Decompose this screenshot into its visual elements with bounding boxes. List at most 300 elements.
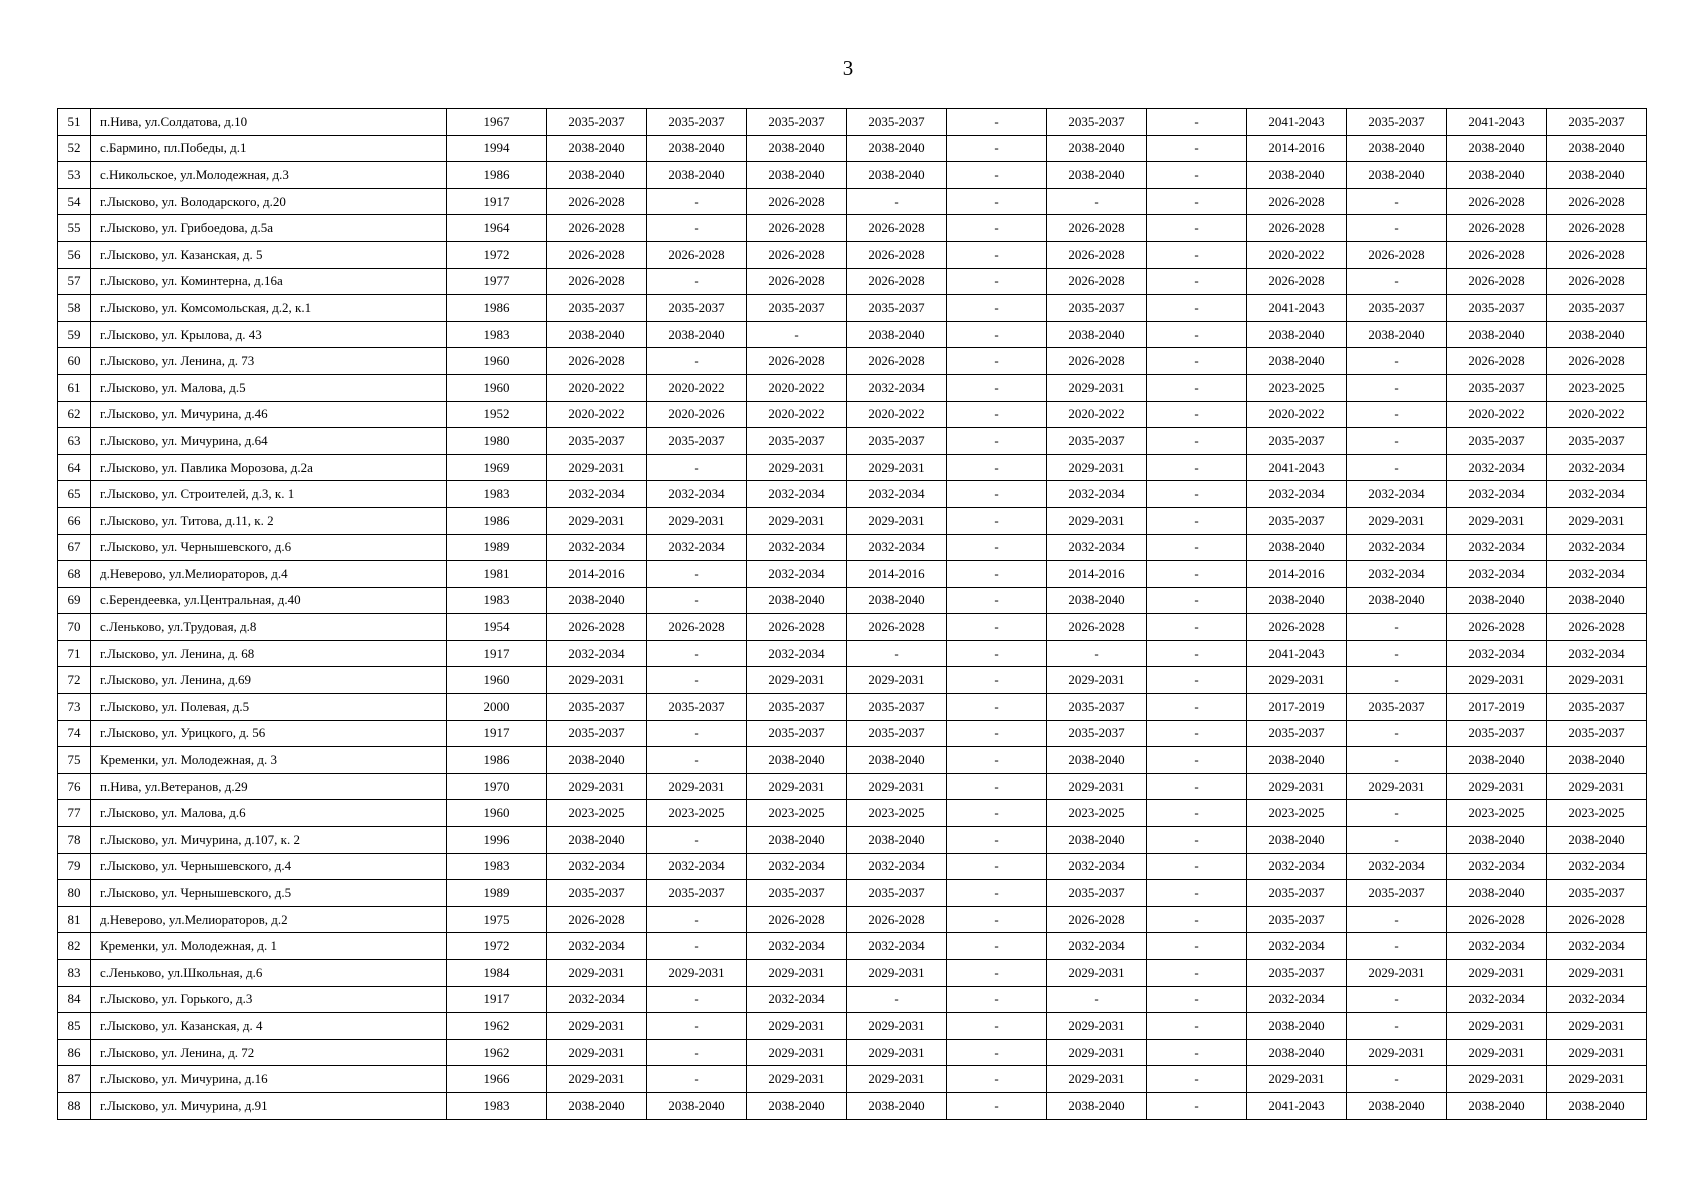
table-row: [58, 1092, 1647, 1119]
year-built-cell: 1975: [447, 906, 547, 933]
address-cell: г.Лысково, ул. Володарского, д.20: [91, 188, 447, 215]
period-cell: 2038-2040: [1247, 1039, 1347, 1066]
period-cell: 2026-2028: [1547, 188, 1647, 215]
period-cell: 2035-2037: [847, 694, 947, 721]
address-cell: д.Неверово, ул.Мелиораторов, д.4: [91, 561, 447, 588]
row-number-cell: 82: [58, 933, 91, 960]
period-cell: 2032-2034: [547, 640, 647, 667]
address-cell: с.Леньково, ул.Трудовая, д.8: [91, 614, 447, 641]
period-cell: 2038-2040: [847, 827, 947, 854]
period-cell: 2038-2040: [747, 747, 847, 774]
period-cell: 2035-2037: [847, 428, 947, 455]
period-cell: 2023-2025: [547, 800, 647, 827]
period-cell: 2029-2031: [1547, 1039, 1647, 1066]
address-cell: п.Нива, ул.Солдатова, д.10: [91, 109, 447, 136]
period-cell: -: [947, 188, 1047, 215]
period-cell: 2038-2040: [647, 321, 747, 348]
address-cell: г.Лысково, ул. Полевая, д.5: [91, 694, 447, 721]
year-built-cell: 1966: [447, 1066, 547, 1093]
row-number-cell: 78: [58, 827, 91, 854]
period-cell: 2029-2031: [1047, 1066, 1147, 1093]
period-cell: 2029-2031: [1047, 773, 1147, 800]
period-cell: -: [647, 268, 747, 295]
period-cell: 2038-2040: [1547, 1092, 1647, 1119]
period-cell: 2026-2028: [747, 241, 847, 268]
address-cell: г.Лысково, ул. Ленина, д.69: [91, 667, 447, 694]
period-cell: 2038-2040: [847, 162, 947, 189]
period-cell: -: [647, 640, 747, 667]
period-cell: -: [1147, 800, 1247, 827]
table-row: [58, 853, 1647, 880]
period-cell: 2038-2040: [1247, 162, 1347, 189]
year-built-cell: 1983: [447, 853, 547, 880]
table-row: [58, 880, 1647, 907]
period-cell: 2035-2037: [747, 428, 847, 455]
table-row: [58, 561, 1647, 588]
period-cell: -: [947, 853, 1047, 880]
period-cell: -: [947, 906, 1047, 933]
table-row: [58, 800, 1647, 827]
period-cell: 2032-2034: [1447, 640, 1547, 667]
period-cell: 2029-2031: [1447, 1039, 1547, 1066]
period-cell: 2038-2040: [547, 827, 647, 854]
period-cell: 2035-2037: [547, 880, 647, 907]
period-cell: 2032-2034: [647, 481, 747, 508]
page-number: 3: [842, 56, 854, 80]
period-cell: 2026-2028: [1447, 188, 1547, 215]
period-cell: 2038-2040: [1447, 321, 1547, 348]
address-cell: г.Лысково, ул. Мичурина, д.64: [91, 428, 447, 455]
period-cell: 2038-2040: [1047, 827, 1147, 854]
year-built-cell: 1983: [447, 587, 547, 614]
period-cell: 2020-2022: [1047, 401, 1147, 428]
period-cell: 2029-2031: [1047, 960, 1147, 987]
table-row: [58, 640, 1647, 667]
period-cell: 2026-2028: [1447, 348, 1547, 375]
period-cell: -: [647, 561, 747, 588]
period-cell: 2035-2037: [547, 720, 647, 747]
period-cell: -: [647, 933, 747, 960]
address-cell: г.Лысково, ул. Малова, д.5: [91, 374, 447, 401]
period-cell: 2029-2031: [647, 773, 747, 800]
period-cell: 2038-2040: [1347, 1092, 1447, 1119]
period-cell: 2035-2037: [1047, 295, 1147, 322]
period-cell: 2035-2037: [747, 694, 847, 721]
period-cell: -: [947, 481, 1047, 508]
period-cell: 2023-2025: [647, 800, 747, 827]
period-cell: 2026-2028: [847, 348, 947, 375]
period-cell: -: [1147, 614, 1247, 641]
period-cell: 2038-2040: [747, 827, 847, 854]
period-cell: -: [1147, 534, 1247, 561]
period-cell: 2029-2031: [647, 960, 747, 987]
period-cell: 2032-2034: [847, 933, 947, 960]
period-cell: 2035-2037: [747, 720, 847, 747]
address-cell: г.Лысково, ул. Мичурина, д.107, к. 2: [91, 827, 447, 854]
table-row: [58, 268, 1647, 295]
period-cell: 2035-2037: [1247, 880, 1347, 907]
year-built-cell: 1977: [447, 268, 547, 295]
period-cell: 2029-2031: [747, 507, 847, 534]
row-number-cell: 65: [58, 481, 91, 508]
period-cell: 2023-2025: [1547, 374, 1647, 401]
period-cell: 2023-2025: [847, 800, 947, 827]
period-cell: 2032-2034: [647, 853, 747, 880]
period-cell: -: [647, 454, 747, 481]
period-cell: 2020-2022: [647, 374, 747, 401]
period-cell: 2026-2028: [747, 188, 847, 215]
period-cell: -: [947, 827, 1047, 854]
period-cell: -: [847, 188, 947, 215]
period-cell: 2026-2028: [1047, 906, 1147, 933]
period-cell: -: [947, 374, 1047, 401]
period-cell: 2014-2016: [1247, 561, 1347, 588]
period-cell: 2029-2031: [747, 1039, 847, 1066]
period-cell: 2038-2040: [547, 162, 647, 189]
period-cell: 2038-2040: [747, 162, 847, 189]
period-cell: -: [1147, 454, 1247, 481]
period-cell: -: [847, 986, 947, 1013]
period-cell: 2041-2043: [1247, 454, 1347, 481]
table-row: [58, 667, 1647, 694]
period-cell: 2038-2040: [547, 587, 647, 614]
period-cell: 2029-2031: [1547, 1066, 1647, 1093]
address-cell: с.Леньково, ул.Школьная, д.6: [91, 960, 447, 987]
table-row: [58, 109, 1647, 136]
period-cell: 2032-2034: [1547, 640, 1647, 667]
year-built-cell: 1917: [447, 720, 547, 747]
period-cell: -: [1147, 215, 1247, 242]
period-cell: 2032-2034: [1547, 853, 1647, 880]
period-cell: 2026-2028: [1547, 215, 1647, 242]
period-cell: -: [647, 827, 747, 854]
period-cell: 2029-2031: [747, 1013, 847, 1040]
address-cell: п.Нива, ул.Ветеранов, д.29: [91, 773, 447, 800]
row-number-cell: 71: [58, 640, 91, 667]
period-cell: -: [947, 162, 1047, 189]
period-cell: -: [1347, 348, 1447, 375]
period-cell: 2032-2034: [1347, 561, 1447, 588]
table-row: [58, 321, 1647, 348]
period-cell: 2026-2028: [1047, 241, 1147, 268]
period-cell: -: [647, 1039, 747, 1066]
table-row: [58, 507, 1647, 534]
period-cell: -: [1147, 827, 1247, 854]
period-cell: 2029-2031: [1447, 1013, 1547, 1040]
address-cell: д.Неверово, ул.Мелиораторов, д.2: [91, 906, 447, 933]
year-built-cell: 1954: [447, 614, 547, 641]
period-cell: -: [1347, 454, 1447, 481]
period-cell: 2026-2028: [1047, 215, 1147, 242]
period-cell: 2038-2040: [547, 1092, 647, 1119]
row-number-cell: 58: [58, 295, 91, 322]
period-cell: 2032-2034: [747, 640, 847, 667]
period-cell: 2026-2028: [547, 268, 647, 295]
address-cell: с.Берендеевка, ул.Центральная, д.40: [91, 587, 447, 614]
period-cell: 2023-2025: [1047, 800, 1147, 827]
period-cell: 2029-2031: [547, 454, 647, 481]
period-cell: 2038-2040: [1247, 747, 1347, 774]
period-cell: 2035-2037: [1047, 720, 1147, 747]
period-cell: -: [947, 1013, 1047, 1040]
period-cell: 2026-2028: [1447, 215, 1547, 242]
period-cell: 2014-2016: [847, 561, 947, 588]
period-cell: 2020-2022: [747, 374, 847, 401]
period-cell: 2029-2031: [847, 454, 947, 481]
period-cell: -: [947, 694, 1047, 721]
period-cell: -: [1047, 640, 1147, 667]
period-cell: -: [1147, 428, 1247, 455]
address-cell: г.Лысково, ул. Малова, д.6: [91, 800, 447, 827]
period-cell: 2026-2028: [1547, 268, 1647, 295]
period-cell: 2035-2037: [1347, 295, 1447, 322]
period-cell: 2029-2031: [1247, 1066, 1347, 1093]
period-cell: 2038-2040: [1547, 587, 1647, 614]
period-cell: -: [647, 747, 747, 774]
period-cell: 2029-2031: [847, 507, 947, 534]
period-cell: 2029-2031: [847, 1013, 947, 1040]
row-number-cell: 88: [58, 1092, 91, 1119]
period-cell: -: [647, 348, 747, 375]
period-cell: 2035-2037: [1247, 428, 1347, 455]
period-cell: 2029-2031: [1047, 374, 1147, 401]
period-cell: 2029-2031: [847, 1066, 947, 1093]
year-built-cell: 1986: [447, 747, 547, 774]
period-cell: 2032-2034: [847, 534, 947, 561]
period-cell: -: [1347, 215, 1447, 242]
period-cell: 2026-2028: [547, 614, 647, 641]
period-cell: 2014-2016: [1047, 561, 1147, 588]
period-cell: 2026-2028: [1547, 906, 1647, 933]
period-cell: -: [1147, 295, 1247, 322]
period-cell: 2020-2022: [1247, 241, 1347, 268]
address-cell: г.Лысково, ул. Чернышевского, д.5: [91, 880, 447, 907]
period-cell: 2026-2028: [1447, 614, 1547, 641]
period-cell: 2038-2040: [847, 1092, 947, 1119]
period-cell: 2032-2034: [1047, 481, 1147, 508]
period-cell: 2032-2034: [1547, 454, 1647, 481]
period-cell: 2014-2016: [1247, 135, 1347, 162]
row-number-cell: 87: [58, 1066, 91, 1093]
period-cell: -: [947, 1092, 1047, 1119]
period-cell: -: [947, 401, 1047, 428]
period-cell: -: [947, 640, 1047, 667]
table-row: [58, 747, 1647, 774]
row-number-cell: 62: [58, 401, 91, 428]
period-cell: 2023-2025: [1247, 374, 1347, 401]
period-cell: 2032-2034: [747, 853, 847, 880]
period-cell: -: [947, 773, 1047, 800]
row-number-cell: 70: [58, 614, 91, 641]
period-cell: 2038-2040: [1047, 162, 1147, 189]
period-cell: 2032-2034: [1447, 986, 1547, 1013]
period-cell: 2038-2040: [847, 747, 947, 774]
period-cell: 2029-2031: [547, 1013, 647, 1040]
period-cell: -: [1347, 747, 1447, 774]
table-row: [58, 614, 1647, 641]
period-cell: 2035-2037: [1447, 295, 1547, 322]
period-cell: -: [947, 454, 1047, 481]
period-cell: 2026-2028: [1447, 906, 1547, 933]
period-cell: 2032-2034: [1447, 853, 1547, 880]
period-cell: 2029-2031: [847, 667, 947, 694]
period-cell: 2038-2040: [1247, 1013, 1347, 1040]
period-cell: 2032-2034: [1247, 986, 1347, 1013]
period-cell: 2035-2037: [747, 295, 847, 322]
year-built-cell: 2000: [447, 694, 547, 721]
table-row: [58, 933, 1647, 960]
period-cell: -: [1147, 1066, 1247, 1093]
table-row: [58, 694, 1647, 721]
period-cell: 2026-2028: [647, 614, 747, 641]
period-cell: -: [1147, 720, 1247, 747]
period-cell: -: [947, 800, 1047, 827]
period-cell: 2029-2031: [1047, 1039, 1147, 1066]
table-row: [58, 986, 1647, 1013]
table-row: [58, 720, 1647, 747]
row-number-cell: 81: [58, 906, 91, 933]
period-cell: -: [1147, 587, 1247, 614]
period-cell: -: [1147, 401, 1247, 428]
period-cell: -: [1147, 268, 1247, 295]
period-cell: 2026-2028: [1247, 215, 1347, 242]
period-cell: 2038-2040: [1047, 747, 1147, 774]
address-cell: г.Лысково, ул. Мичурина, д.46: [91, 401, 447, 428]
period-cell: 2032-2034: [1447, 481, 1547, 508]
address-cell: г.Лысково, ул. Урицкого, д. 56: [91, 720, 447, 747]
period-cell: 2026-2028: [1047, 348, 1147, 375]
row-number-cell: 57: [58, 268, 91, 295]
period-cell: 2029-2031: [747, 454, 847, 481]
period-cell: 2035-2037: [547, 295, 647, 322]
row-number-cell: 61: [58, 374, 91, 401]
period-cell: 2029-2031: [547, 960, 647, 987]
period-cell: -: [947, 614, 1047, 641]
period-cell: 2035-2037: [647, 109, 747, 136]
year-built-cell: 1989: [447, 534, 547, 561]
period-cell: -: [1147, 109, 1247, 136]
row-number-cell: 55: [58, 215, 91, 242]
row-number-cell: 80: [58, 880, 91, 907]
address-cell: Кременки, ул. Молодежная, д. 3: [91, 747, 447, 774]
period-cell: 2026-2028: [1347, 241, 1447, 268]
period-cell: -: [1147, 188, 1247, 215]
period-cell: 2032-2034: [1547, 986, 1647, 1013]
table-row: [58, 1039, 1647, 1066]
period-cell: 2038-2040: [1447, 747, 1547, 774]
period-cell: -: [1347, 986, 1447, 1013]
row-number-cell: 74: [58, 720, 91, 747]
period-cell: 2020-2022: [547, 374, 647, 401]
period-cell: -: [1147, 640, 1247, 667]
period-cell: -: [947, 986, 1047, 1013]
row-number-cell: 77: [58, 800, 91, 827]
period-cell: 2029-2031: [1347, 1039, 1447, 1066]
period-cell: 2017-2019: [1247, 694, 1347, 721]
period-cell: 2041-2043: [1247, 640, 1347, 667]
period-cell: -: [947, 1039, 1047, 1066]
period-cell: 2026-2028: [1547, 241, 1647, 268]
period-cell: 2038-2040: [1247, 827, 1347, 854]
period-cell: 2038-2040: [1247, 587, 1347, 614]
period-cell: 2029-2031: [547, 1066, 647, 1093]
period-cell: 2029-2031: [1347, 960, 1447, 987]
period-cell: 2038-2040: [1447, 162, 1547, 189]
period-cell: 2035-2037: [1247, 960, 1347, 987]
period-cell: 2035-2037: [1547, 694, 1647, 721]
period-cell: 2038-2040: [647, 1092, 747, 1119]
period-cell: 2020-2022: [1247, 401, 1347, 428]
period-cell: 2029-2031: [1247, 667, 1347, 694]
period-cell: -: [947, 109, 1047, 136]
table-row: [58, 587, 1647, 614]
row-number-cell: 68: [58, 561, 91, 588]
period-cell: 2029-2031: [747, 1066, 847, 1093]
period-cell: 2038-2040: [1247, 321, 1347, 348]
period-cell: 2035-2037: [647, 428, 747, 455]
period-cell: -: [1147, 960, 1247, 987]
period-cell: -: [1347, 827, 1447, 854]
period-cell: 2035-2037: [747, 109, 847, 136]
period-cell: -: [1147, 933, 1247, 960]
period-cell: 2038-2040: [1547, 747, 1647, 774]
period-cell: 2029-2031: [1547, 667, 1647, 694]
period-cell: -: [1347, 720, 1447, 747]
period-cell: 2026-2028: [547, 215, 647, 242]
period-cell: -: [747, 321, 847, 348]
period-cell: -: [947, 747, 1047, 774]
period-cell: -: [1347, 906, 1447, 933]
period-cell: -: [947, 295, 1047, 322]
period-cell: 2026-2028: [1547, 614, 1647, 641]
period-cell: -: [647, 188, 747, 215]
period-cell: 2020-2026: [647, 401, 747, 428]
address-cell: г.Лысково, ул. Павлика Морозова, д.2а: [91, 454, 447, 481]
period-cell: 2032-2034: [1447, 454, 1547, 481]
period-cell: -: [647, 720, 747, 747]
period-cell: -: [847, 640, 947, 667]
period-cell: -: [1147, 1013, 1247, 1040]
period-cell: 2029-2031: [847, 773, 947, 800]
period-cell: 2035-2037: [1547, 295, 1647, 322]
year-built-cell: 1952: [447, 401, 547, 428]
table-row: [58, 215, 1647, 242]
address-cell: г.Лысково, ул. Грибоедова, д.5а: [91, 215, 447, 242]
address-cell: г.Лысково, ул. Строителей, д.3, к. 1: [91, 481, 447, 508]
period-cell: -: [647, 1013, 747, 1040]
year-built-cell: 1960: [447, 667, 547, 694]
address-cell: г.Лысково, ул. Мичурина, д.16: [91, 1066, 447, 1093]
period-cell: 2026-2028: [1247, 188, 1347, 215]
period-cell: 2029-2031: [1547, 507, 1647, 534]
period-cell: 2038-2040: [1447, 135, 1547, 162]
address-cell: г.Лысково, ул. Титова, д.11, к. 2: [91, 507, 447, 534]
row-number-cell: 51: [58, 109, 91, 136]
row-number-cell: 76: [58, 773, 91, 800]
period-cell: 2029-2031: [547, 1039, 647, 1066]
period-cell: 2035-2037: [547, 109, 647, 136]
period-cell: 2035-2037: [1047, 109, 1147, 136]
period-cell: -: [947, 241, 1047, 268]
period-cell: 2029-2031: [1047, 507, 1147, 534]
period-cell: 2038-2040: [647, 135, 747, 162]
year-built-cell: 1983: [447, 481, 547, 508]
table-row: [58, 906, 1647, 933]
period-cell: 2032-2034: [1347, 481, 1447, 508]
period-cell: -: [647, 986, 747, 1013]
row-number-cell: 83: [58, 960, 91, 987]
period-cell: 2029-2031: [1447, 960, 1547, 987]
